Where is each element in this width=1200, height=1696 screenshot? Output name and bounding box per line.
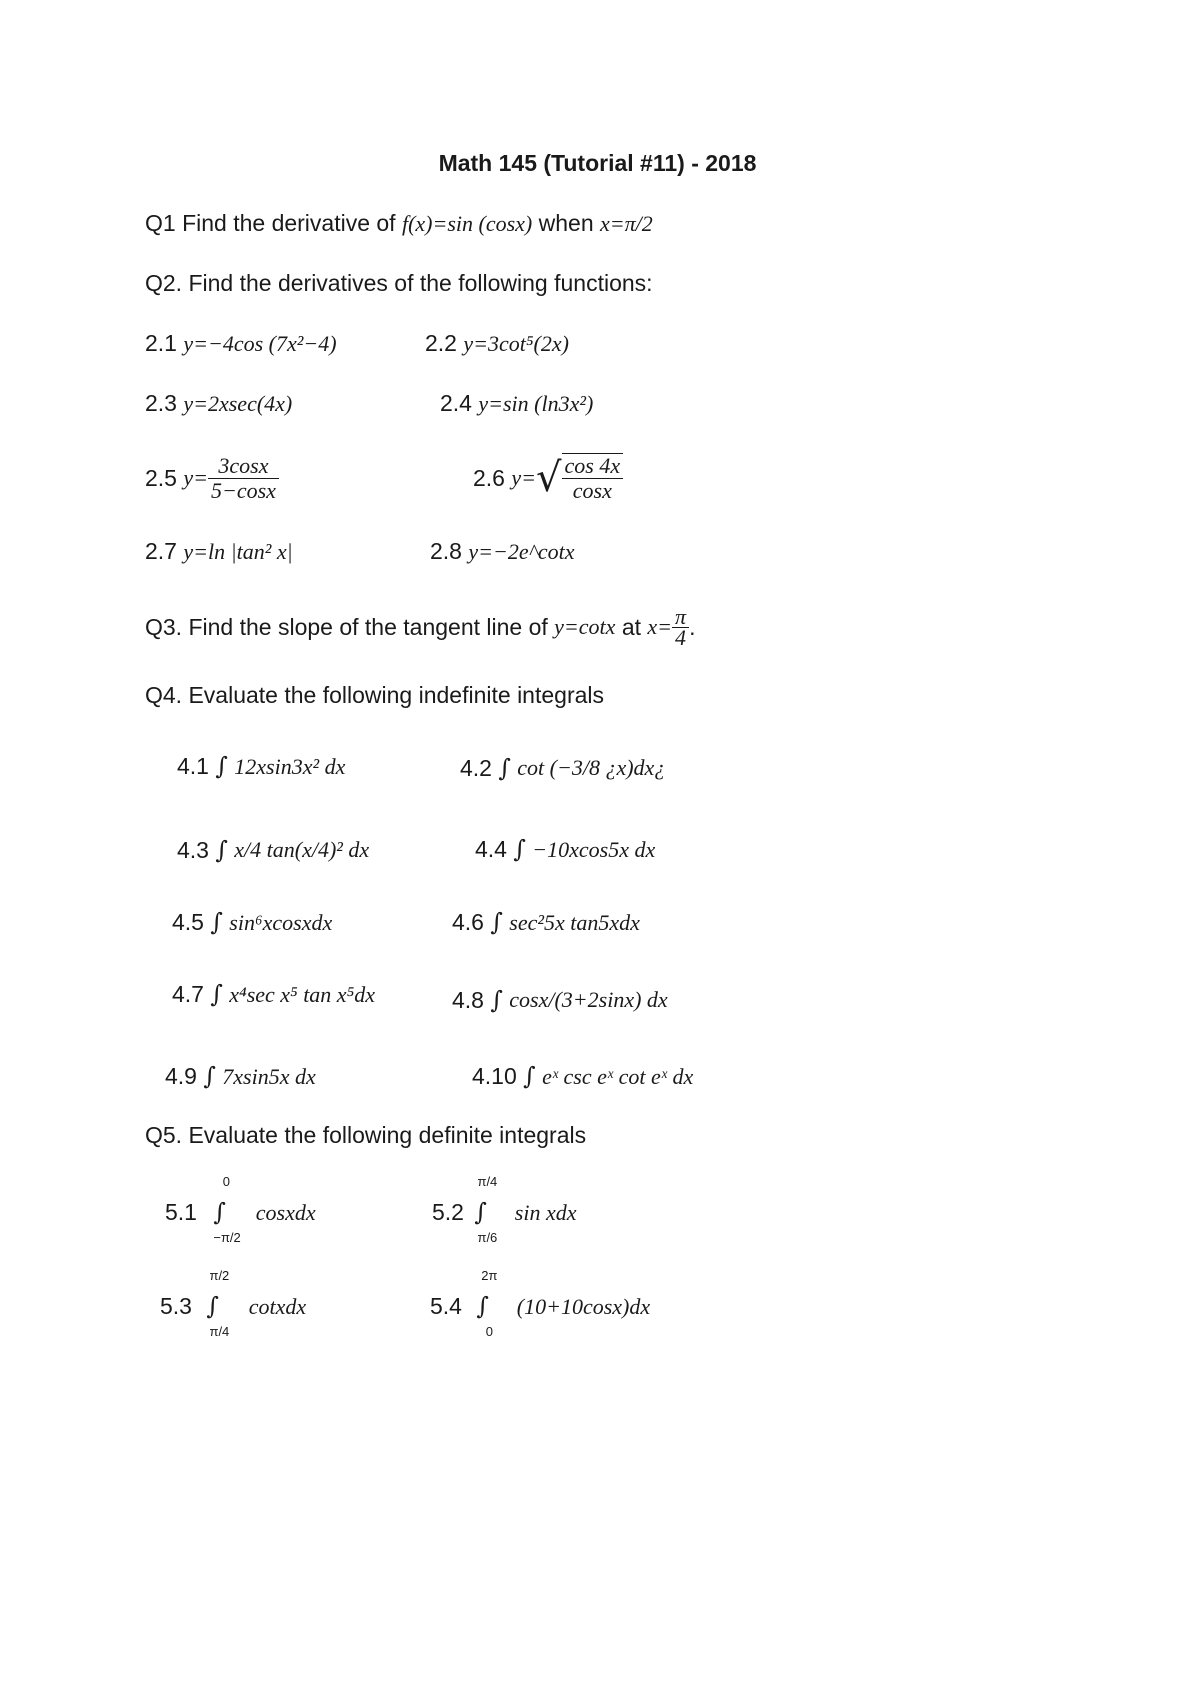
- integral-icon: ∫: [206, 1292, 219, 1320]
- integral-icon: ∫: [490, 908, 503, 936]
- item-4-7: 4.7 ∫ x⁴sec x⁵ tan x⁵dx: [172, 980, 375, 1008]
- question-5-label: Q5. Evaluate the following definite integrals: [145, 1122, 587, 1148]
- fraction-2-6: $\frac{\cos 4x}{\cos x}$: [562, 454, 624, 503]
- item-4-9: 4.9 ∫ 7xsin5x dx: [165, 1062, 316, 1090]
- item-5-4: 5.4 2π ∫ 0 (10+10cosx)dx: [430, 1268, 651, 1339]
- integral-icon: ∫: [523, 1062, 536, 1090]
- q1-mid: when: [538, 210, 594, 236]
- upper-limit: 2π: [481, 1268, 498, 1283]
- integral-icon: ∫: [215, 752, 228, 780]
- item-2-2: 2.2 y=3cot⁵(2x): [425, 330, 569, 356]
- item-2-7: 2.7 y=ln |tan² x|: [145, 538, 293, 564]
- page-title: Math 145 (Tutorial #11) - 2018: [438, 150, 757, 176]
- integral-icon: ∫: [210, 980, 223, 1008]
- q1-cond: x=π/2: [600, 211, 653, 236]
- item-4-1: 4.1 ∫ 12xsin3x² dx: [177, 752, 346, 780]
- integral-icon: ∫: [474, 1198, 487, 1226]
- integral-icon: ∫: [215, 836, 228, 864]
- upper-limit: 0: [222, 1174, 230, 1189]
- question-1: [145, 210, 653, 237]
- item-2-6: 2.6 y= √ $\frac{\cos 4x}{\cos x}$: [473, 448, 623, 508]
- question-4-label: Q4. Evaluate the following indefinite integrals: [145, 682, 605, 708]
- item-2-3: 2.3 y=2xsec(4x): [145, 390, 293, 416]
- upper-limit: π/2: [209, 1268, 230, 1283]
- item-2-5: 2.5 y= $\frac{3\cos x}{5-\cos x}$: [145, 448, 279, 508]
- lower-limit: π/6: [477, 1230, 498, 1245]
- lower-limit: −π/2: [213, 1230, 241, 1245]
- integral-icon: ∫: [213, 1198, 226, 1226]
- item-2-8: 2.8 y=−2e^cotx: [430, 538, 575, 564]
- integral-icon: ∫: [203, 1062, 216, 1090]
- item-4-4: 4.4 ∫ −10xcos5x dx: [475, 835, 656, 863]
- item-2-4: 2.4 y=sin (ln3x²): [440, 390, 594, 416]
- item-4-10: 4.10 ∫ eˣ csc eˣ cot eˣ dx: [472, 1062, 694, 1090]
- item-4-3: 4.3 ∫ x/4 tan(x/4)² dx: [177, 836, 370, 864]
- item-4-5: 4.5 ∫ sin⁶xcosxdx: [172, 908, 333, 936]
- item-2-1: 2.1 y=−4cos (7x²−4): [145, 330, 337, 356]
- lower-limit: 0: [485, 1324, 493, 1339]
- item-5-3: 5.3 π/2 ∫ π/4 cotxdx: [160, 1268, 307, 1339]
- q1-expr: f(x)=sin (cosx): [401, 211, 533, 236]
- sqrt-2-6: [536, 453, 623, 503]
- upper-limit: π/4: [477, 1174, 498, 1189]
- item-5-1: 5.1 0 ∫ −π/2 cosxdx: [165, 1174, 316, 1245]
- integral-icon: ∫: [498, 754, 511, 782]
- lower-limit: π/4: [209, 1324, 230, 1339]
- q1-label: Q1 Find the derivative of: [145, 210, 396, 236]
- item-4-6: 4.6 ∫ sec²5x tan5xdx: [452, 908, 640, 936]
- item-4-8: 4.8 ∫ cosx/(3+2sinx) dx: [452, 986, 668, 1014]
- integral-icon: ∫: [476, 1292, 489, 1320]
- sqrt-icon: √: [536, 455, 562, 501]
- integral-icon: ∫: [210, 908, 223, 936]
- item-5-2: 5.2 π/4 ∫ π/6 sin xdx: [432, 1174, 577, 1245]
- question-3: Q3. Find the slope of the tangent line of y=cotx at x= $\frac{\pi}{4}$ .: [145, 603, 696, 650]
- integral-icon: ∫: [513, 835, 526, 863]
- integral-icon: ∫: [490, 986, 503, 1014]
- fraction-q3: $\frac{\pi}{4}$: [672, 607, 689, 648]
- item-4-2: 4.2 ∫ cot (−3/8 ¿x)dx¿: [460, 754, 666, 782]
- question-2-label: Q2. Find the derivatives of the following functions:: [145, 270, 653, 296]
- fraction-2-5: $\frac{3\cos x}{5-\cos x}$: [208, 454, 279, 503]
